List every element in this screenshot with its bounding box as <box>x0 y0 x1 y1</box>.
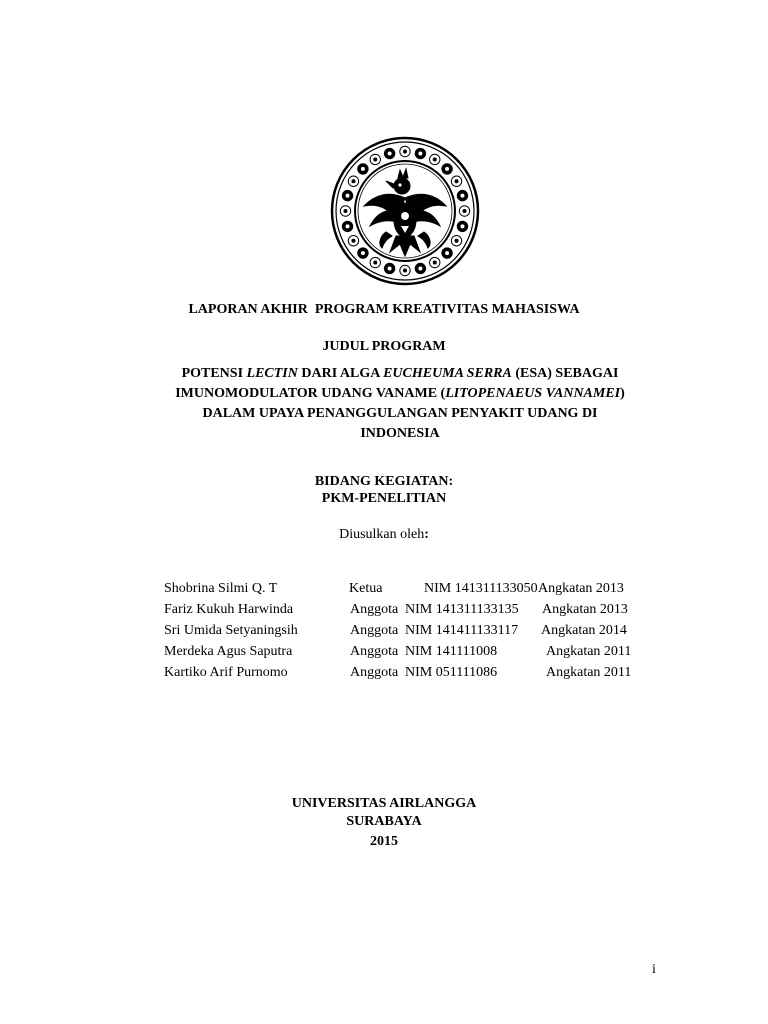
program-title-italic-shrimp: LITOPENAEUS VANNAMEI <box>445 386 621 401</box>
member-angkatan: Angkatan 2013 <box>538 581 624 596</box>
proposed-by-text: Diusulkan oleh <box>339 527 425 542</box>
member-nim: NIM 141311133050 <box>424 581 538 596</box>
program-title-part: POTENSI <box>181 366 247 381</box>
member-role: Anggota <box>350 665 399 680</box>
program-title-italic-species: EUCHEUMA SERRA <box>383 366 512 381</box>
member-list <box>164 581 664 686</box>
program-title-part: DARI ALGA <box>297 366 384 381</box>
page-number: i <box>652 962 656 977</box>
member-row <box>164 581 664 602</box>
member-role: Ketua <box>349 581 383 596</box>
member-angkatan: Angkatan 2011 <box>546 644 632 659</box>
university-name: UNIVERSITAS AIRLANGGA <box>291 796 477 811</box>
city-name: SURABAYA <box>346 814 422 829</box>
member-nim: NIM 141111008 <box>405 644 498 659</box>
member-angkatan: Angkatan 2013 <box>542 602 628 617</box>
member-role: Anggota <box>350 602 399 617</box>
program-title <box>170 364 630 444</box>
member-name: Shobrina Silmi Q. T <box>164 581 278 596</box>
member-role: Anggota <box>350 623 399 638</box>
activity-field-value: PKM-PENELITIAN <box>321 491 447 506</box>
member-row <box>164 665 664 686</box>
program-title-part: ) DALAM UPAYA PENANGGULANGAN PENYAKIT UDANG DI INDONESIA <box>202 386 625 441</box>
proposed-by-colon: : <box>424 527 429 542</box>
member-name: Kartiko Arif Purnomo <box>164 665 288 680</box>
member-angkatan: Angkatan 2014 <box>541 623 627 638</box>
member-role: Anggota <box>350 644 399 659</box>
member-name: Fariz Kukuh Harwinda <box>164 602 294 617</box>
publication-year: 2015 <box>370 834 398 849</box>
member-name: Sri Umida Setyaningsih <box>164 623 298 638</box>
member-angkatan: Angkatan 2011 <box>546 665 632 680</box>
report-title: LAPORAN AKHIR PROGRAM KREATIVITAS MAHASISWA <box>188 302 580 317</box>
program-title-italic-lectin: LECTIN <box>246 366 298 381</box>
member-row <box>164 644 664 665</box>
program-title-label: JUDUL PROGRAM <box>322 339 446 354</box>
proposed-by-label <box>0 527 768 543</box>
activity-field-label: BIDANG KEGIATAN: <box>314 474 454 489</box>
program-title-part: (ESA) SEBAGAI IMUNOMODULATOR UDANG VANAME ( <box>175 366 619 401</box>
member-nim: NIM 141311133135 <box>405 602 519 617</box>
member-nim: NIM 141411133117 <box>405 623 519 638</box>
member-row <box>164 623 664 644</box>
member-name: Merdeka Agus Saputra <box>164 644 293 659</box>
member-nim: NIM 051111086 <box>405 665 498 680</box>
university-airlangga-seal-icon <box>330 136 480 286</box>
member-row <box>164 602 664 623</box>
